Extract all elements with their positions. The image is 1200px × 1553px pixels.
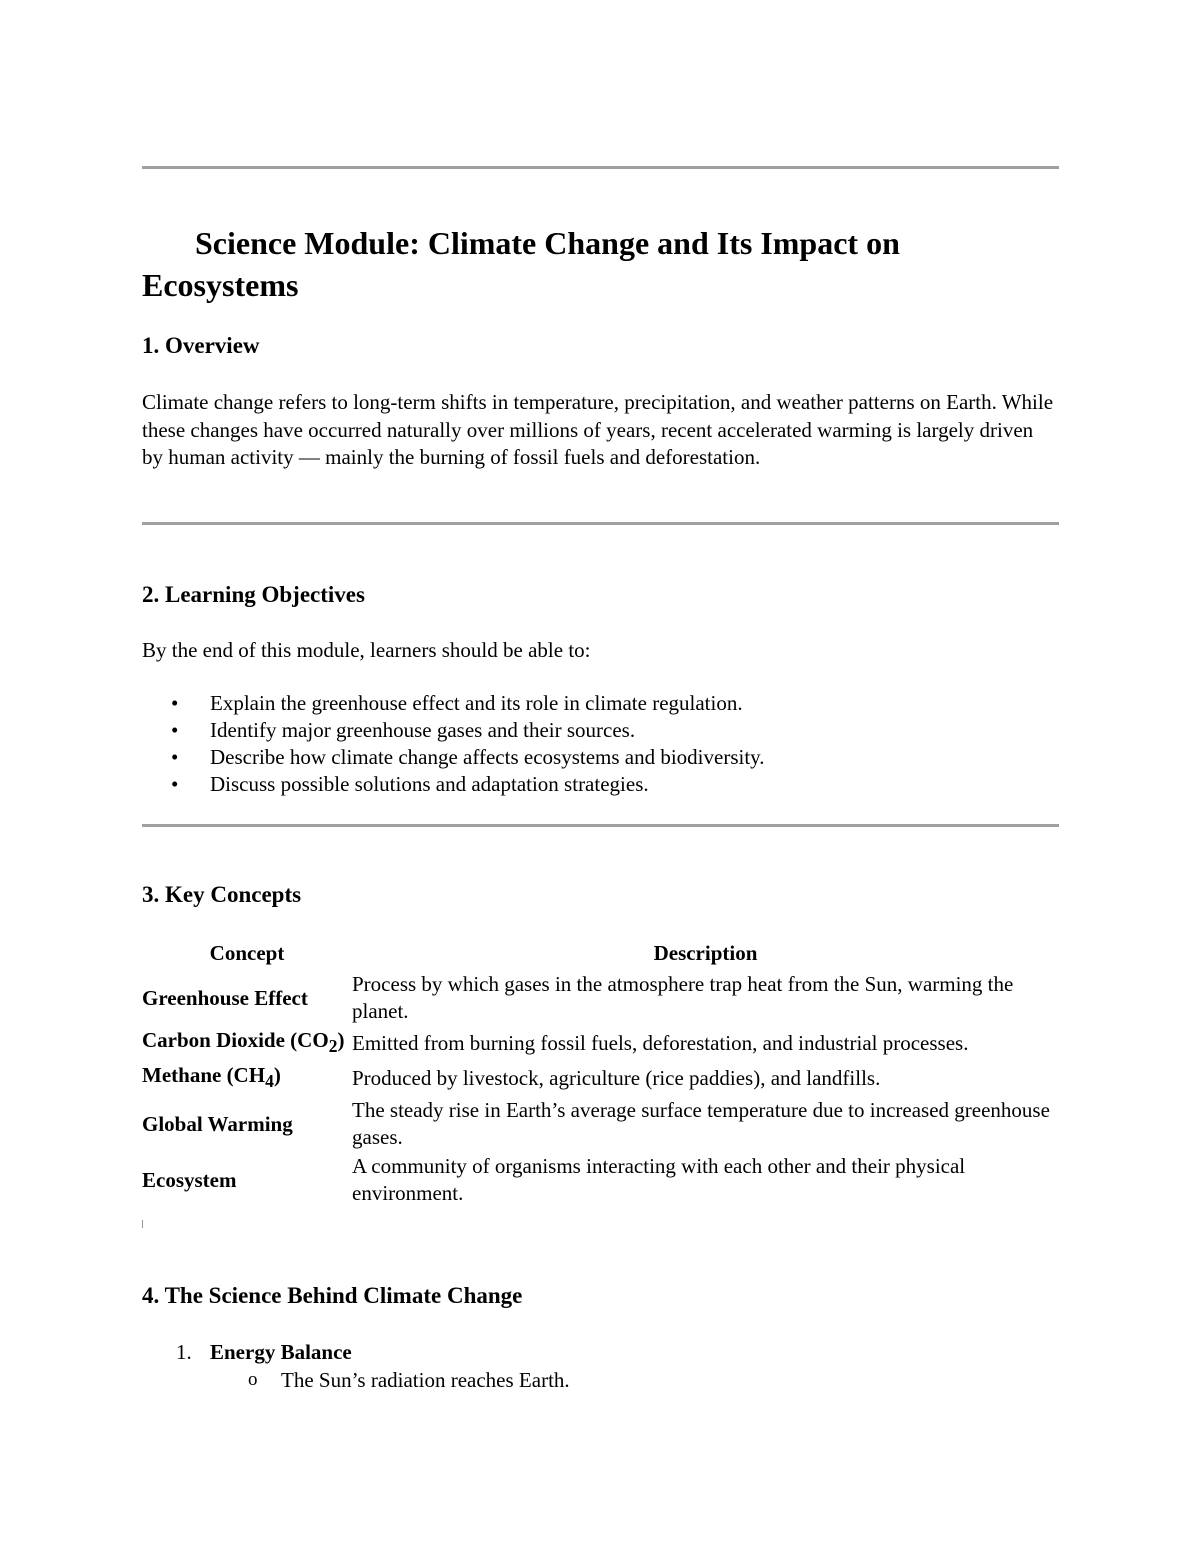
table-row bbox=[142, 1026, 1059, 1061]
table-header-row bbox=[142, 938, 1059, 970]
table-row bbox=[142, 1061, 1059, 1096]
sub-bullet-icon: o bbox=[248, 1369, 258, 1390]
concept-text-tail: ) bbox=[337, 1028, 345, 1052]
horizontal-rule-2 bbox=[142, 824, 1059, 827]
description-cell: Emitted from burning fossil fuels, deforestation, and industrial processes. bbox=[352, 1031, 969, 1056]
objective-item: • Explain the greenhouse effect and its role in climate regulation. bbox=[142, 690, 765, 717]
concept-text: Methane (CH bbox=[142, 1063, 266, 1088]
objective-item: • Discuss possible solutions and adaptation strategies. bbox=[142, 771, 765, 798]
table-row bbox=[142, 1096, 1059, 1152]
document-title: Science Module: Climate Change and Its Impact on Ecosystems bbox=[142, 225, 900, 303]
table-row bbox=[142, 1152, 1059, 1208]
list-number: 1. bbox=[176, 1340, 192, 1364]
concept-cell: Greenhouse Effect bbox=[142, 985, 308, 1010]
overview-paragraph: Climate change refers to long-term shifts in temperature, precipitation, and weather patterns on Earth. While these changes have occurred naturally over millions of years, recent accelerated warming is largely driven by human activity — mainly the burning of fossil fuels and deforestation. bbox=[142, 390, 1054, 469]
overview-heading: 1. Overview bbox=[142, 333, 260, 358]
concept-cell: Global Warming bbox=[142, 1111, 293, 1136]
column-header-concept: Concept bbox=[209, 941, 285, 965]
table-end-mark bbox=[142, 1220, 143, 1228]
sub-list-item: The Sun’s radiation reaches Earth. bbox=[281, 1368, 570, 1392]
subscript: 2 bbox=[328, 1036, 338, 1057]
subscript: 4 bbox=[265, 1071, 274, 1092]
description-cell: Process by which gases in the atmosphere trap heat from the Sun, warming the planet. bbox=[352, 972, 1014, 1023]
concept-text: Carbon Dioxide (CO bbox=[142, 1028, 329, 1052]
concept-cell bbox=[142, 1026, 352, 1061]
objective-item: • Identify major greenhouse gases and their sources. bbox=[142, 717, 765, 744]
objectives-heading: 2. Learning Objectives bbox=[142, 582, 365, 607]
horizontal-rule-top bbox=[142, 166, 1059, 169]
concepts-heading: 3. Key Concepts bbox=[142, 882, 302, 907]
horizontal-rule-1 bbox=[142, 522, 1059, 525]
objectives-intro: By the end of this module, learners should be able to: bbox=[142, 638, 591, 662]
concept-cell bbox=[142, 1061, 352, 1096]
concept-text-tail: ) bbox=[273, 1063, 281, 1088]
column-header-description: Description bbox=[653, 941, 758, 965]
description-cell: The steady rise in Earth’s average surface temperature due to increased greenhouse gases. bbox=[352, 1098, 1050, 1150]
science-heading: 4. The Science Behind Climate Change bbox=[142, 1283, 523, 1308]
description-cell: A community of organisms interacting with each other and their physical environment. bbox=[352, 1154, 966, 1206]
description-cell: Produced by livestock, agriculture (rice paddies), and landfills. bbox=[352, 1066, 881, 1091]
concept-cell: Ecosystem bbox=[142, 1167, 237, 1192]
objective-item: • Describe how climate change affects ecosystems and biodiversity. bbox=[142, 744, 765, 771]
objectives-list bbox=[142, 690, 765, 798]
key-concepts-table bbox=[142, 938, 1059, 1208]
list-item-title: Energy Balance bbox=[210, 1340, 352, 1364]
table-row bbox=[142, 970, 1059, 1026]
